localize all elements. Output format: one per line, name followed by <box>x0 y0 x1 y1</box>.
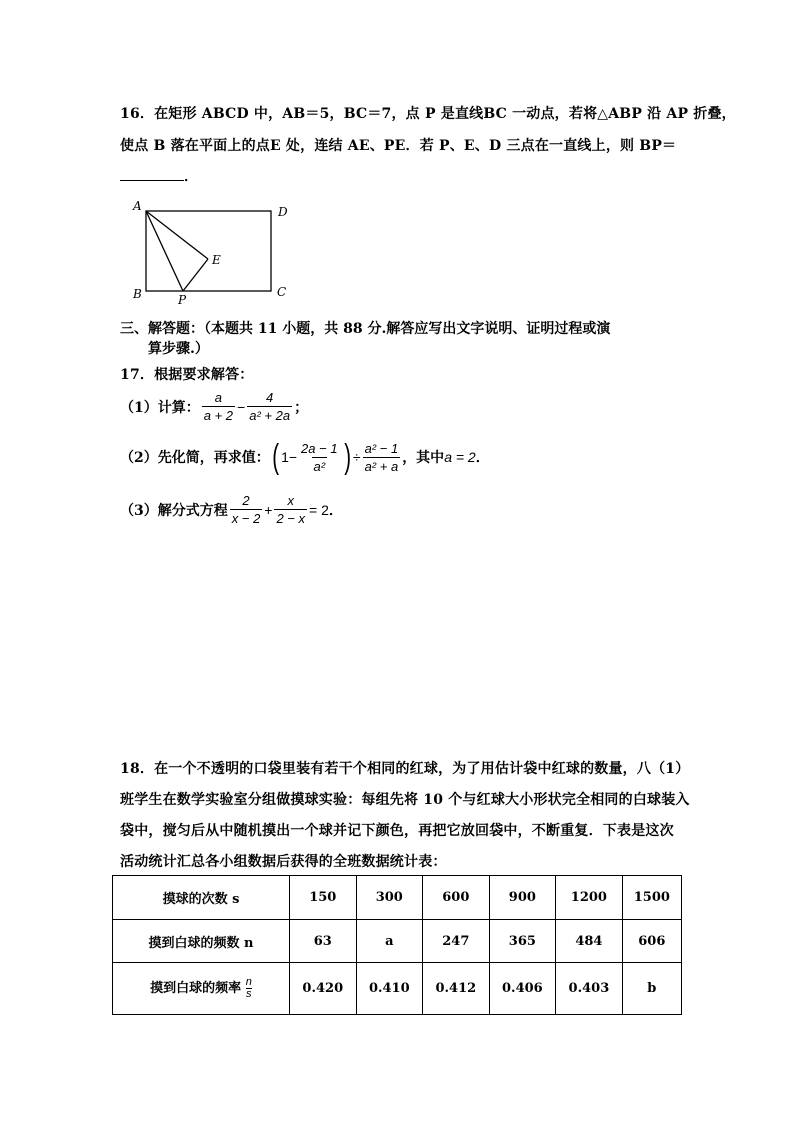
q18-line-3: 袋中，搅匀后从中随机摸出一个球并记下颜色，再把它放回袋中，不断重复．下表是这次 <box>120 823 674 839</box>
table-cell: 606 <box>622 920 681 963</box>
table-cell: 63 <box>290 920 357 963</box>
table-cell: a <box>356 920 423 963</box>
section-3-heading: 三、解答题：（本题共 11 小题，共 88 分.解答应写出文字说明、证明过程或演 <box>120 321 611 337</box>
table-row <box>113 963 682 1015</box>
table-row <box>113 920 682 963</box>
q17-part-3: （3）解分式方程 $\frac{2}{x - 2}$ + $\frac{x}{2 - x}$ = 2 ． <box>120 493 343 526</box>
segment-pe <box>183 259 208 291</box>
table-cell: 0.410 <box>356 963 423 1015</box>
q16-line-1: 16．在矩形 ABCD 中，AB＝5，BC＝7，点 P 是直线BC 一动点，若将△ABP 沿 AP 折叠， <box>120 106 736 122</box>
table-cell: 1200 <box>556 876 623 920</box>
row-header-draws: 摸球的次数 s <box>113 876 290 920</box>
section-3-heading-cont: 算步骤.） <box>148 341 209 357</box>
q16-line-2: 使点 B 落在平面上的点E 处，连结 AE、PE．若 P、E、D 三点在一直线上，则 BP＝ <box>120 138 677 154</box>
label-c: C <box>277 285 287 299</box>
answer-blank[interactable] <box>120 166 184 181</box>
q18-line-2: 班学生在数学实验室分组做摸球实验：每组先将 10 个与红球大小形状完全相同的白球装入 <box>120 792 690 808</box>
segment-ap <box>146 211 183 291</box>
table-cell: 484 <box>556 920 623 963</box>
row-header-white-frequency: 摸到白球的频率 $\frac{n}{s}$ <box>113 963 290 1015</box>
table-cell: 900 <box>489 876 556 920</box>
q17-part-2: （2）先化简，再求值： ( 1− $\frac{2a - 1}{\text{a²}}$ ) ÷ $\frac{\text{a² − 1}}{\text{a² + a}}$ ，其中 a = 2 ． <box>120 438 490 476</box>
label-b: B <box>133 287 142 301</box>
q18-line-1: 18．在一个不透明的口袋里装有若干个相同的红球，为了用估计袋中红球的数量，八（1） <box>120 761 690 777</box>
table-cell: 365 <box>489 920 556 963</box>
table-cell: 0.412 <box>423 963 490 1015</box>
table-cell: 247 <box>423 920 490 963</box>
q17-part-1: （1）计算： $\frac{a}{a + 2}$ − $\frac{4}{\text{a² + 2a}}$ ； <box>120 390 309 423</box>
label-d: D <box>278 205 288 219</box>
label-p: P <box>178 293 187 304</box>
table-cell: 300 <box>356 876 423 920</box>
segment-ae <box>146 211 208 259</box>
q16-line-3: ． <box>120 166 198 186</box>
data-table <box>112 875 682 1015</box>
q17-title: 17．根据要求解答： <box>120 367 254 383</box>
table-cell: 1500 <box>622 876 681 920</box>
table-cell: 0.403 <box>556 963 623 1015</box>
table-cell: 0.406 <box>489 963 556 1015</box>
label-e: E <box>212 253 221 267</box>
label-a: A <box>133 199 142 213</box>
table-cell: b <box>622 963 681 1015</box>
q16-figure <box>128 198 298 304</box>
table-cell: 150 <box>290 876 357 920</box>
table-cell: 600 <box>423 876 490 920</box>
q18-line-4: 活动统计汇总各小组数据后获得的全班数据统计表： <box>120 854 447 870</box>
table-cell: 0.420 <box>290 963 357 1015</box>
table-row <box>113 876 682 920</box>
row-header-white-count: 摸到白球的频数 n <box>113 920 290 963</box>
